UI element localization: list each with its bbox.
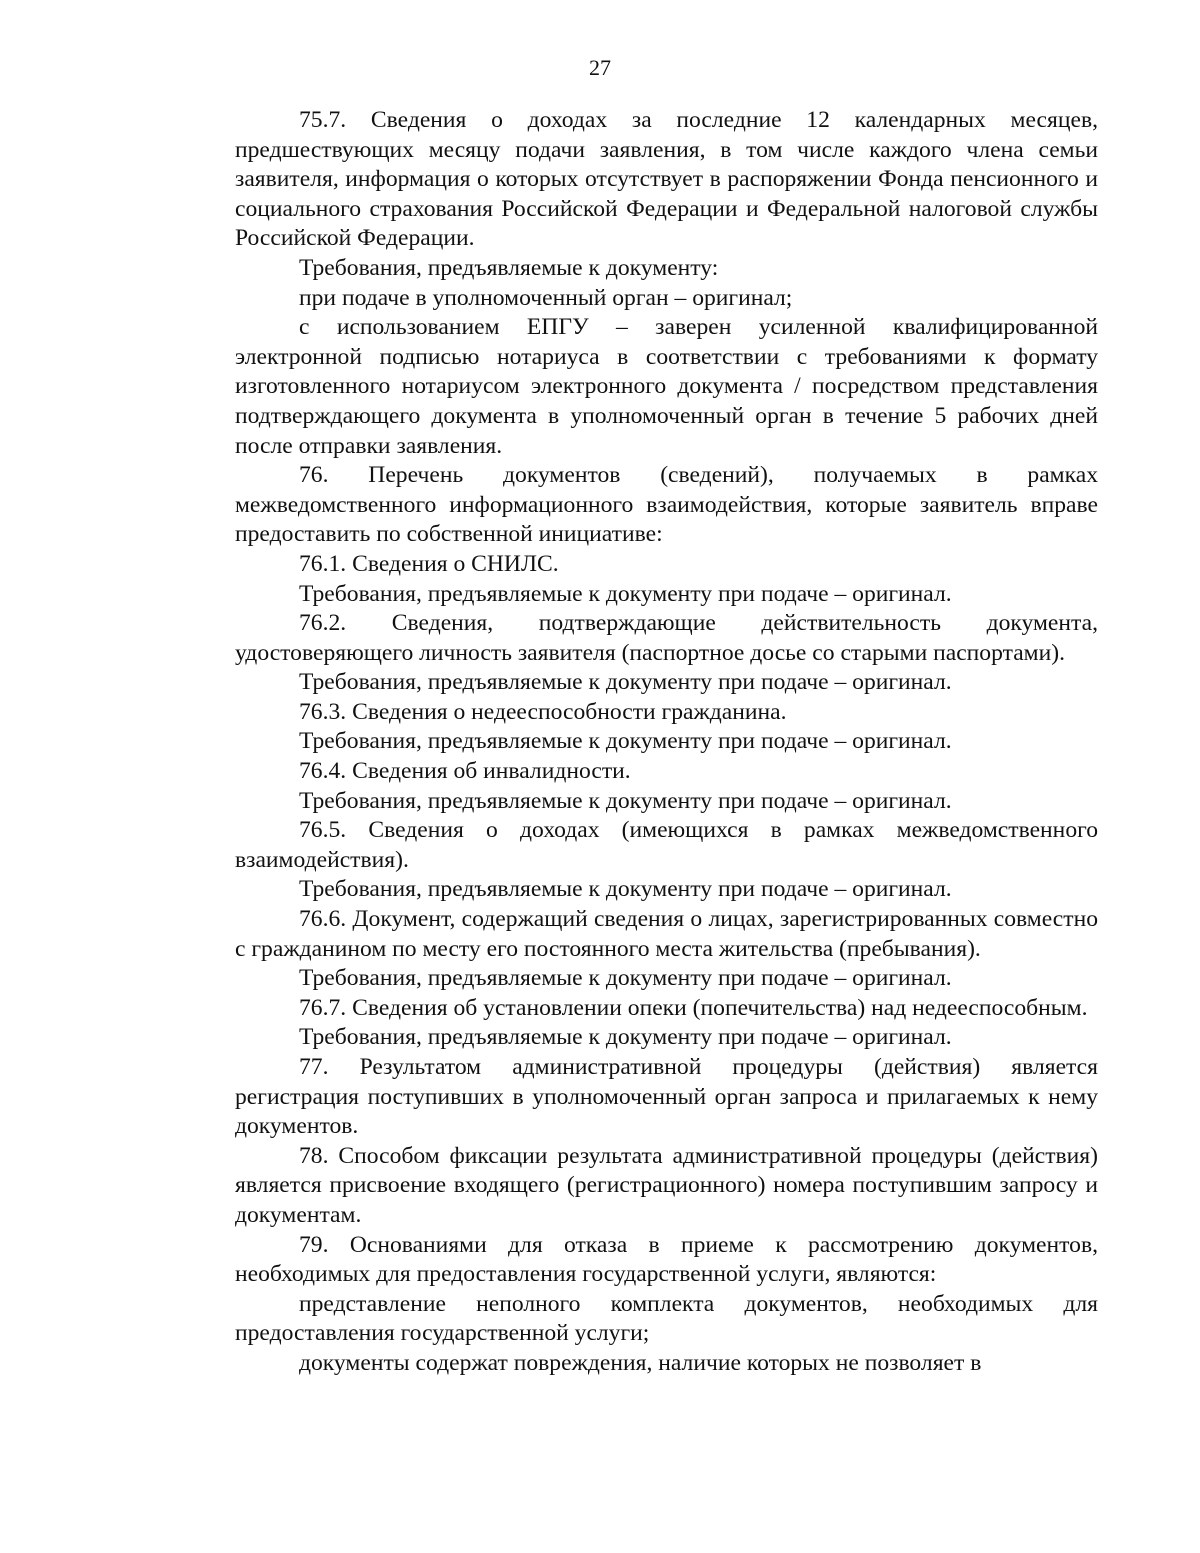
paragraph-requirement: Требования, предъявляемые к документу при подаче – оригинал. bbox=[299, 728, 952, 755]
paragraph-refusal-reason-2: документы содержат повреждения, наличие которых не позволяет в bbox=[299, 1349, 982, 1376]
paragraph-requirement-in-person: при подаче в уполномоченный орган – оригинал; bbox=[299, 284, 793, 311]
paragraph-refusal-reason-1: представление неполного комплекта документов, необходимых для предоставления государственной услуги; bbox=[235, 1290, 1098, 1347]
paragraph-76-4: 76.4. Сведения об инвалидности. bbox=[299, 758, 631, 785]
paragraph-requirement: Требования, предъявляемые к документу при подаче – оригинал. bbox=[299, 787, 952, 814]
paragraph-78: 78. Способом фиксации результата административной процедуры (действия) является присвоение входящего (регистрационного) номера поступившим запросу и документам. bbox=[235, 1142, 1098, 1228]
paragraph-requirement: Требования, предъявляемые к документу при подаче – оригинал. bbox=[299, 1024, 952, 1051]
paragraph-76-6: 76.6. Документ, содержащий сведения о лицах, зарегистрированных совместно с гражданином по месту его постоянного места жительства (пребывания). bbox=[235, 906, 1098, 962]
page-number: 27 bbox=[589, 55, 611, 80]
paragraph-76-2: 76.2. Сведения, подтверждающие действительность документа, удостоверяющего личность заявителя (паспортное досье со старыми паспортами). bbox=[235, 610, 1098, 666]
paragraph-requirement: Требования, предъявляемые к документу при подаче – оригинал. bbox=[299, 876, 952, 903]
paragraph-76-5: 76.5. Сведения о доходах (имеющихся в рамках межведомственного взаимодействия). bbox=[235, 817, 1098, 873]
paragraph-requirement-epgu: с использованием ЕПГУ – заверен усиленной квалифицированной электронной подписью нотариуса в соответствии с требованиями к формату изготовленного нотариусом электронного документа / посредством представления подтверждающего документа в уполномоченный орган в течение 5 рабочих дней после отправки заявления. bbox=[235, 314, 1098, 459]
paragraph-76: 76. Перечень документов (сведений), получаемых в рамках межведомственного информационного взаимодействия, которые заявитель вправе предоставить по собственной инициативе: bbox=[235, 462, 1098, 548]
paragraph-requirement: Требования, предъявляемые к документу при подаче – оригинал. bbox=[299, 580, 952, 607]
paragraph-79: 79. Основаниями для отказа в приеме к рассмотрению документов, необходимых для предоставления государственной услуги, являются: bbox=[235, 1231, 1098, 1288]
paragraph-77: 77. Результатом административной процедуры (действия) является регистрация поступивших в уполномоченный орган запроса и прилагаемых к нему документов. bbox=[235, 1054, 1098, 1140]
paragraph-75-7: 75.7. Сведения о доходах за последние 12 календарных месяцев, предшествующих месяцу подачи заявления, в том числе каждого члена семьи заявителя, информация о которых отсутствует в распоряжении Фонда пенсионного и социального страхования Российской Федерации и Федеральной налоговой службы Российской Федерации. bbox=[235, 107, 1098, 252]
paragraph-requirement: Требования, предъявляемые к документу при подаче – оригинал. bbox=[299, 965, 952, 992]
paragraph-requirements: Требования, предъявляемые к документу: bbox=[299, 254, 719, 281]
paragraph-76-1: 76.1. Сведения о СНИЛС. bbox=[299, 550, 559, 577]
paragraph-requirement: Требования, предъявляемые к документу при подаче – оригинал. bbox=[299, 669, 952, 696]
paragraph-76-3: 76.3. Сведения о недееспособности гражданина. bbox=[299, 698, 787, 725]
paragraph-76-7: 76.7. Сведения об установлении опеки (попечительства) над недееспособным. bbox=[299, 994, 1088, 1021]
document-body bbox=[235, 106, 1098, 1379]
